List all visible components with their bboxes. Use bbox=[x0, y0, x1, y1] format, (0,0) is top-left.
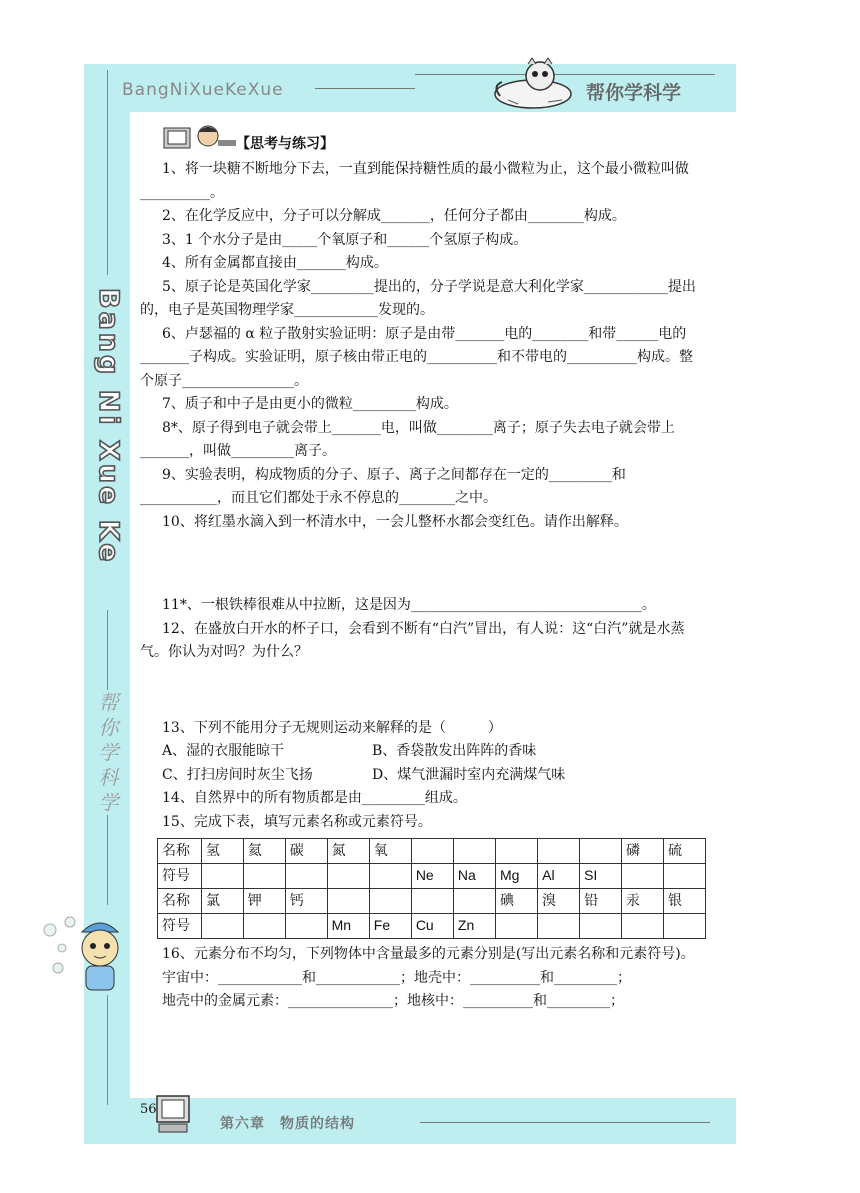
table-cell: 氯 bbox=[201, 889, 243, 914]
question-7: 7、质子和中子是由更小的微粒_________构成。 bbox=[162, 396, 458, 412]
table-cell bbox=[580, 914, 622, 939]
table-cell bbox=[243, 914, 285, 939]
chapter-title: 第六章 物质的结构 bbox=[220, 1116, 355, 1132]
question-10: 10、将红墨水滴入到一杯清水中，一会儿整杯水都会变红色。请作出解释。 bbox=[162, 513, 628, 530]
table-cell: 碳 bbox=[285, 839, 327, 864]
table-cell: Al bbox=[538, 864, 580, 889]
table-cell: 氦 bbox=[243, 839, 285, 864]
table-cell: Na bbox=[453, 864, 495, 889]
table-row bbox=[158, 864, 706, 889]
computer-icon bbox=[162, 122, 238, 154]
table-cell: Ne bbox=[411, 864, 453, 889]
question-9: 9、实验表明，构成物质的分子、原子、离子之间都存在一定的_________和___________，而且它们都处于永不停息的________之中。 bbox=[140, 466, 626, 506]
header-title: 帮你学科学 bbox=[586, 82, 682, 104]
question-15: 15、完成下表，填写元素名称或元素符号。 bbox=[162, 813, 432, 830]
table-cell: Cu bbox=[411, 914, 453, 939]
table-cell bbox=[285, 864, 327, 889]
question-2: 2、在化学反应中，分子可以分解成_______，任何分子都由________构成。 bbox=[162, 208, 626, 224]
table-cell: Mg bbox=[496, 864, 538, 889]
table-cell bbox=[285, 914, 327, 939]
sidebar-rule-top bbox=[107, 70, 108, 275]
table-cell bbox=[411, 889, 453, 914]
table-cell bbox=[663, 864, 705, 889]
table-cell bbox=[327, 864, 369, 889]
question-1: 1、将一块糖不断地分下去，一直到能保持糖性质的最小微粒为止，这个最小微粒叫做__________。 bbox=[140, 161, 689, 201]
table-cell: SI bbox=[580, 864, 622, 889]
question-16: 16、元素分布不均匀，下列物体中含量最多的元素分别是(写出元素名称和元素符号)。 bbox=[162, 946, 695, 962]
table-cell: 氮 bbox=[327, 839, 369, 864]
question-16-line-1: 宇宙中：____________和____________；地壳中：__________和_________； bbox=[162, 969, 631, 986]
table-cell bbox=[369, 889, 411, 914]
option-c: C、打扫房间时灰尘飞扬 bbox=[162, 766, 313, 783]
sidebar-rule-mid bbox=[107, 610, 108, 690]
monitor-icon bbox=[155, 1094, 191, 1134]
table-cell bbox=[622, 914, 664, 939]
table-cell bbox=[453, 839, 495, 864]
question-6: 6、卢瑟福的 α 粒子散射实验证明：原子是由带_______电的________和带______电的_______子构成。实验证明，原子核由带正电的__________和不带电的__________构成。整个原子________________。 bbox=[140, 325, 693, 389]
table-cell: 钾 bbox=[243, 889, 285, 914]
question-4: 4、所有金属都直接由_______构成。 bbox=[162, 255, 388, 271]
question-13: 13、下列不能用分子无规则运动来解释的是（ ） bbox=[162, 719, 502, 736]
row-header-cell: 名称 bbox=[158, 889, 202, 914]
table-cell: 钙 bbox=[285, 889, 327, 914]
table-cell: 银 bbox=[663, 889, 705, 914]
answer-space-12 bbox=[140, 665, 706, 717]
row-header-cell: 名称 bbox=[158, 839, 202, 864]
question-13-options bbox=[162, 740, 706, 787]
table-cell bbox=[663, 914, 705, 939]
sidebar-rule-bottom bbox=[107, 995, 108, 1105]
table-row bbox=[158, 889, 706, 914]
table-cell bbox=[538, 839, 580, 864]
table-row bbox=[158, 839, 706, 864]
table-cell bbox=[622, 864, 664, 889]
table-cell: Mn bbox=[327, 914, 369, 939]
table-cell bbox=[538, 914, 580, 939]
section-header bbox=[140, 130, 706, 158]
table-cell: 氧 bbox=[369, 839, 411, 864]
sidebar-chinese: 帮你学科学 bbox=[95, 692, 119, 817]
cartoon-kid-icon bbox=[40, 910, 130, 1000]
table-cell: 氢 bbox=[201, 839, 243, 864]
question-16-line-2: 地壳中的金属元素：_______________；地核中：__________和_________； bbox=[162, 993, 624, 1009]
header-pinyin: BangNiXueKeXue bbox=[122, 80, 284, 100]
question-5: 5、原子论是英国化学家_________提出的，分子学说是意大利化学家____________提出的，电子是英国物理学家____________发现的。 bbox=[140, 278, 696, 318]
question-12: 12、在盛放白开水的杯子口，会看到不断有“白汽”冒出，有人说：这“白汽”就是水蒸气。你认为对吗？为什么？ bbox=[140, 620, 685, 660]
option-b: B、香袋散发出阵阵的香味 bbox=[372, 743, 537, 759]
table-cell bbox=[580, 839, 622, 864]
table-cell: 硫 bbox=[663, 839, 705, 864]
table-cell bbox=[243, 864, 285, 889]
table-cell bbox=[201, 914, 243, 939]
sidebar-pinyin: Bang Ni Xue Ke bbox=[93, 288, 124, 565]
question-8: 8*、原子得到电子就会带上_______电，叫做________离子；原子失去电子就会带上_______，叫做_________离子。 bbox=[140, 419, 675, 459]
table-cell: 汞 bbox=[622, 889, 664, 914]
exercise-content bbox=[140, 130, 706, 1014]
question-11: 11*、一根铁棒很难从中拉断，这是因为_________________________________。 bbox=[162, 597, 656, 613]
sidebar-rule-low bbox=[107, 815, 108, 905]
table-cell bbox=[327, 889, 369, 914]
section-title: 【思考与练习】 bbox=[236, 136, 334, 152]
table-cell: 碘 bbox=[496, 889, 538, 914]
page-number: 56 bbox=[140, 1102, 157, 1117]
element-table bbox=[157, 838, 706, 939]
table-cell bbox=[411, 839, 453, 864]
table-cell bbox=[453, 889, 495, 914]
answer-space-10 bbox=[140, 534, 706, 594]
table-cell bbox=[496, 839, 538, 864]
option-a: A、湿的衣服能晾干 bbox=[162, 743, 285, 759]
table-cell: Zn bbox=[453, 914, 495, 939]
row-header-cell: 符号 bbox=[158, 914, 202, 939]
cartoon-cat-icon bbox=[488, 56, 578, 112]
question-14: 14、自然界中的所有物质都是由_________组成。 bbox=[162, 790, 467, 806]
table-cell: 溴 bbox=[538, 889, 580, 914]
footer-rule bbox=[420, 1122, 710, 1123]
table-cell: 磷 bbox=[622, 839, 664, 864]
table-cell: Fe bbox=[369, 914, 411, 939]
table-row bbox=[158, 914, 706, 939]
question-3: 3、1 个水分子是由_____个氧原子和______个氢原子构成。 bbox=[162, 231, 528, 248]
table-cell bbox=[369, 864, 411, 889]
table-cell: 铅 bbox=[580, 889, 622, 914]
table-cell bbox=[201, 864, 243, 889]
option-d: D、煤气泄漏时室内充满煤气味 bbox=[372, 766, 566, 783]
table-cell bbox=[496, 914, 538, 939]
header-rule bbox=[315, 88, 415, 89]
row-header-cell: 符号 bbox=[158, 864, 202, 889]
